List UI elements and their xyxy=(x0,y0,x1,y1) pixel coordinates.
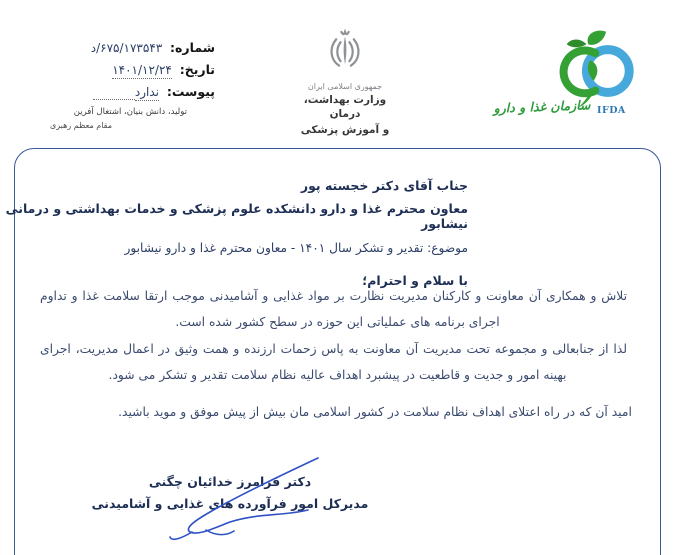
signature-title: مدیرکل امور فرآورده های غذایی و آشامیدنی xyxy=(91,496,369,511)
country-name: جمهوری اسلامی ایران xyxy=(307,82,383,91)
attachment-row xyxy=(50,84,215,100)
ministry-header xyxy=(295,27,395,138)
recipient-title: معاون محترم غذا و دارو دانشکده علوم پزشکی و خدمات بهداشتی و درمانی نیشابور xyxy=(5,201,468,231)
date-row xyxy=(50,62,215,77)
ifda-acronym: IFDA xyxy=(597,105,626,116)
ref-number-row xyxy=(50,40,215,55)
salutation: با سلام و احترام؛ xyxy=(362,273,468,288)
body-paragraph-3: امید آن که در راه اعتلای اهداف نظام سلامت در کشور اسلامی مان بیش از پیش موفق و موید باشید. xyxy=(118,405,632,419)
body-paragraph-1: تلاش و همکاری آن معاونت و کارکنان مدیریت نظارت بر مواد غذایی و آشامیدنی موجب ارتقا سلامت غذا و تداوم اجرای برنامه های عملیاتی این حوزه در سطح کشور شده است. xyxy=(40,289,627,329)
year-slogan: تولید، دانش بنیان، اشتغال آفرین xyxy=(73,107,187,117)
recipient-block xyxy=(0,178,468,288)
slogan-source: مقام معظم رهبری xyxy=(49,121,112,130)
signature-block xyxy=(85,474,375,511)
body-paragraph-2: لذا از جنابعالی و مجموعه تحت مدیریت آن معاونت به پاس زحمات ارزنده و همت وثیق در اعمال مدیریت، اجرای بهینه امور و جدیت و قاطعیت در پیشبرد اهداف عالیه نظام سلامت تقدیر و تشکر می شود. xyxy=(40,342,627,382)
signature-name: دکتر فرامرز خدائیان چگنی xyxy=(148,474,312,489)
subject-line: موضوع: تقدیر و تشکر سال ۱۴۰۱ - معاون محترم غذا و دارو نیشابور xyxy=(124,241,468,255)
dotted-leader xyxy=(93,88,135,100)
ref-number-label: شماره: xyxy=(170,40,215,55)
iran-emblem-icon xyxy=(323,60,367,79)
date-label: تاریخ: xyxy=(179,62,215,77)
letterhead-meta xyxy=(50,40,215,130)
date-value: ۱۴۰۱/۱۲/۲۴ xyxy=(112,63,172,77)
ifda-calligraphy: سازمان غذا و دارو xyxy=(493,97,591,116)
ref-number-value: ۶۷۵/۱۷۳۵۴۳/د xyxy=(90,41,163,55)
ministry-name-line2: و آموزش پزشکی xyxy=(300,124,390,137)
ministry-name-line1: وزارت بهداشت، درمان xyxy=(303,94,387,121)
attachment-value: ندارد xyxy=(134,85,159,99)
letter-body xyxy=(40,283,635,425)
recipient-name: جناب آقای دکتر خجسته پور xyxy=(300,178,468,193)
attachment-label: پیوست: xyxy=(166,84,215,99)
